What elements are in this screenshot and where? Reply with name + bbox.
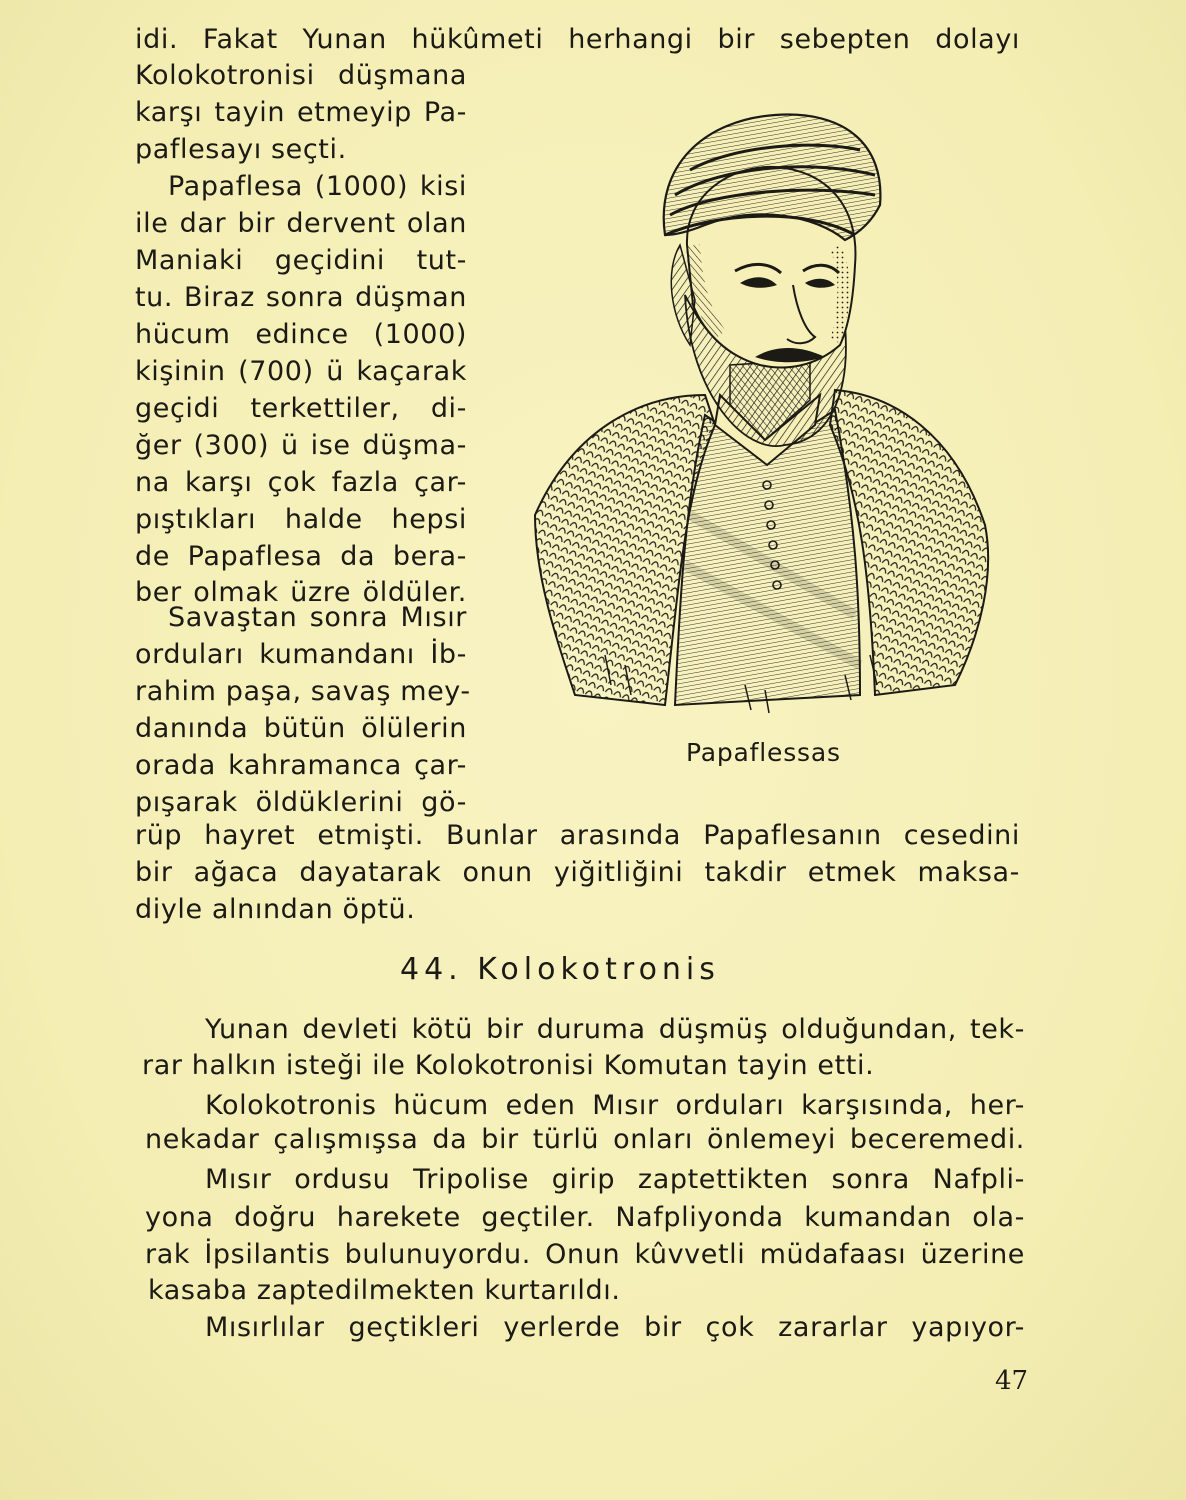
text-line: na karşı çok fazla çar- [135, 467, 467, 498]
text-line: yona doğru harekete geçtiler. Nafpliyonda kumandan ola- [145, 1202, 1025, 1233]
text-line: rak İpsilantis bulunuyordu. Onun kûvvetli müdafaası üzerine [145, 1239, 1025, 1270]
text-line: ile dar bir dervent olan [135, 208, 467, 239]
text-line: orduları kumandanı İb- [135, 639, 467, 670]
text-line: diyle alnından öptü. [135, 894, 416, 925]
text-line: tu. Biraz sonra düşman [135, 282, 467, 313]
text-line: orada kahramanca çar- [135, 750, 467, 781]
text-line: de Papaflesa da bera- [135, 541, 467, 572]
text-line: geçidi terkettiler, di- [135, 393, 467, 424]
text-line: Kolokotronis hücum eden Mısır orduları karşısında, her- [205, 1090, 1025, 1121]
text-line: karşı tayin etmeyip Pa- [135, 97, 467, 128]
text-line: danında bütün ölülerin [135, 713, 467, 744]
text-line: rar halkın isteği ile Kolokotronisi Komutan tayin etti. [142, 1050, 875, 1081]
text-line: pıştıkları halde hepsi [135, 504, 467, 535]
text-line: Savaştan sonra Mısır [168, 602, 467, 633]
text-line: Papaflesa (1000) kisi [168, 171, 467, 202]
text-line: Kolokotronisi düşmana [135, 60, 467, 91]
text-line: ber olmak üzre öldüler. [135, 577, 467, 608]
text-line: hücum edince (1000) [135, 319, 467, 350]
text-line: rüp hayret etmişti. Bunlar arasında Papaflesanın cesedini [135, 820, 1020, 851]
text-line: paflesayı seçti. [135, 134, 347, 165]
section-heading: 44. Kolokotronis [400, 952, 720, 987]
text-line: kasaba zaptedilmekten kurtarıldı. [148, 1275, 621, 1306]
text-line: Mısır ordusu Tripolise girip zaptettikten sonra Nafpli- [205, 1164, 1025, 1195]
text-line: nekadar çalışmışsa da bir türlü onları önlemeyi beceremedi. [145, 1124, 1025, 1155]
text-line: bir ağaca dayatarak onun yiğitliğini takdir etmek maksa- [135, 857, 1020, 888]
figure-caption: Papaflessas [686, 738, 841, 767]
text-line: kişinin (700) ü kaçarak [135, 356, 467, 387]
text-line: ğer (300) ü ise düşma- [135, 430, 467, 461]
portrait-engraving-icon [515, 95, 1010, 725]
text-line: idi. Fakat Yunan hükûmeti herhangi bir sebepten dolayı [135, 24, 1020, 55]
text-line: Yunan devleti kötü bir duruma düşmüş olduğundan, tek- [205, 1014, 1025, 1045]
text-line: Maniaki geçidini tut- [135, 245, 467, 276]
page-number: 47 [995, 1366, 1029, 1396]
text-line: pışarak öldüklerini gö- [135, 787, 467, 818]
text-line: Mısırlılar geçtikleri yerlerde bir çok zararlar yapıyor- [205, 1312, 1025, 1343]
text-line: rahim paşa, savaş mey- [135, 676, 471, 707]
